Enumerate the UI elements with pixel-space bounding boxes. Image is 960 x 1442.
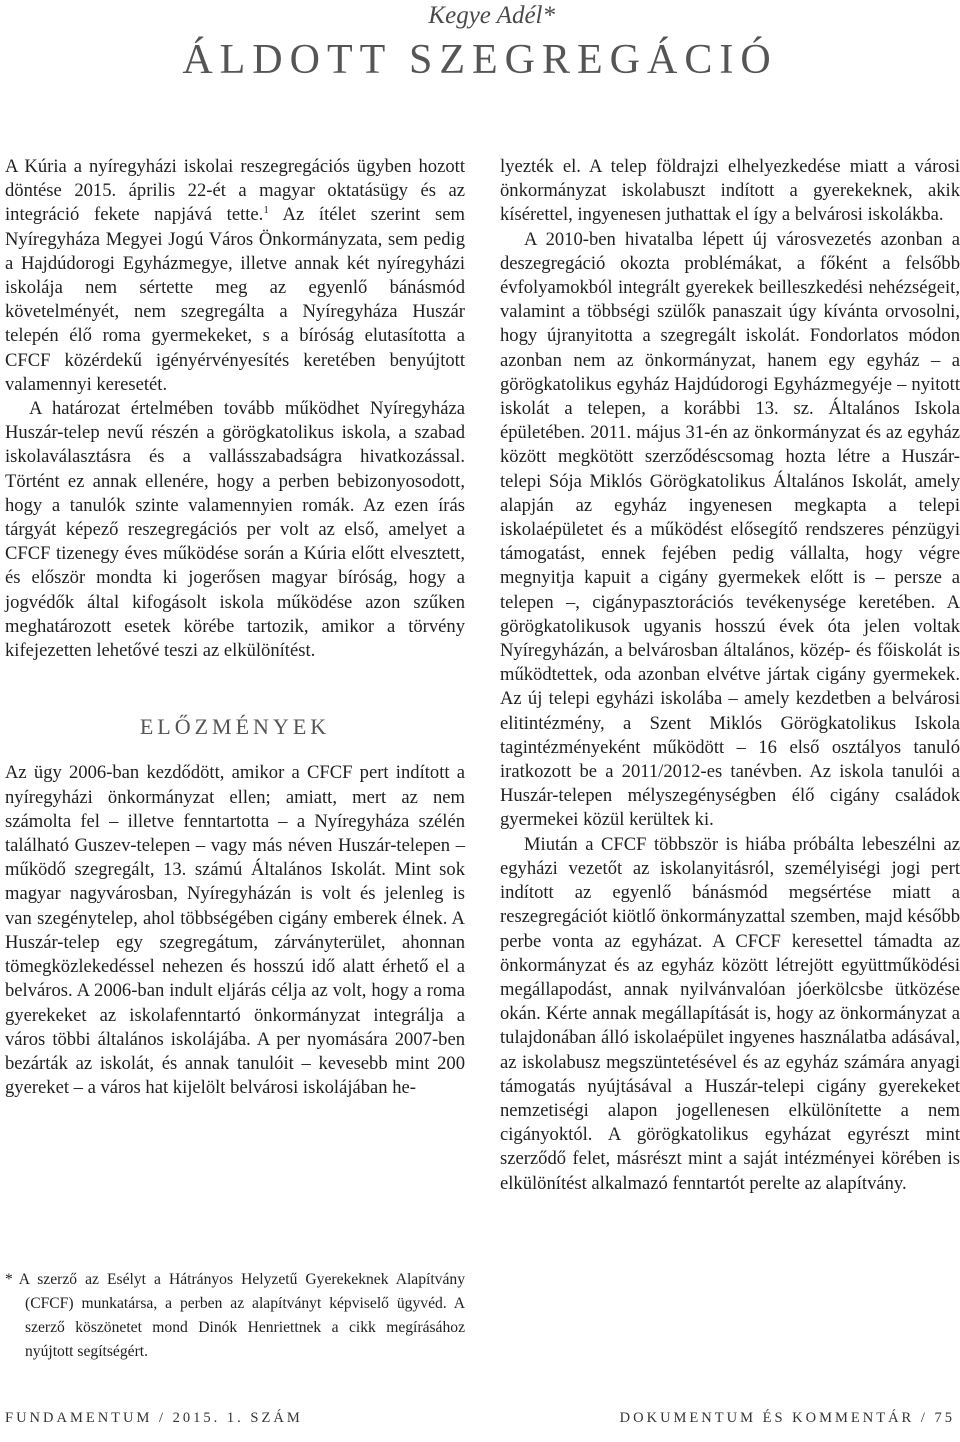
footnote: [5, 1268, 465, 1364]
section-page-number: DOKUMENTUM ÉS KOMMENTÁR / 75: [619, 1410, 955, 1426]
intro-paragraph-2: A határozat értelmében tovább működhet Nyíregyháza Huszár-telep nevű részén a görögkatolikus iskola, a szabad iskolaválasztásra és a vallásszabadságra hivatkozással. Történt ez annak ellenére, hogy a perben bebizonyosodott, hogy a tanulók szinte valamennyien romák. Az ezen írás tárgyát képező reszegregációs per volt az első, amelyet a CFCF tizenegy éves működése során a Kúria előtt elvesztett, és először mondta ki jogerősen magyar bíróság, hogy a jogvédők által kifogásolt iskola működése azon szűken meghatározott esetek körébe tartozik, amikor a törvény kifejezetten lehetővé teszi az elkülönítést.: [5, 398, 465, 662]
footnote-mark: *: [5, 1271, 13, 1288]
journal-issue: FUNDAMENTUM / 2015. 1. SZÁM: [5, 1410, 303, 1426]
right-paragraph-1: lyezték el. A telep földrajzi elhelyezkedése miatt a városi önkormányzat iskolabuszt indított a gyerekeknek, akik kísérettel, ingyenesen juthattak el így a belvárosi iskolákba.: [500, 156, 960, 226]
right-paragraph-3: Miután a CFCF többször is hiába próbálta lebeszélni az egyházi vezetőt az iskolanyitásról, személyiségi jogi pert indított az egyenlő bánásmód megsértése miatt a reszegregációt kiötlő önkormányzattal szemben, majd később perbe vonta az egyházat. A CFCF keresettel támadta az önkormányzat és az egyház között létrejött együttműködési megállapodást, annak nyilvánvalóan jóerkölcsbe ütközése okán. Kérte annak megállapítását is, hogy az önkormányzat a tulajdonában álló iskolaépület ingyenes használatba adásával, az iskolabusz megszüntetésével és az egyház számára anyagi támogatás nyújtásával a Huszár-telepi cigány gyerekeket nemzetiségi alapon jogellenesen elkülönítette a nem cigányoktól. A görögkatolikus egyházat egyrészt mint szerződő felet, másrészt mint a saját intézményei körében is elkülönítést alkalmazó fenntartót perelte az alapítvány.: [500, 833, 960, 1194]
right-column: [500, 155, 960, 1196]
footnote-text: A szerző az Esélyt a Hátrányos Helyzetű Gyerekeknek Alapítvány (CFCF) munkatársa, a perben az alapítványt képviselő ügyvéd. A szerző köszönetet mond Dinók Henriettnek a cikk megírásához nyújtott segítségért.: [18, 1271, 465, 1360]
right-paragraph-2: A 2010-ben hivatalba lépett új városvezetés azonban a deszegregáció okozta problémákat, a főként a felsőbb évfolyamokból integrált gyerekek beilleszkedési nehézségeit, valamint a többségi szülők panaszait úgy kívánta orvosolni, hogy újranyitotta a szegregált iskolát. Fondorlatos módon azonban nem az önkormányzat, hanem egy egyház – a görögkatolikus egyház Hajdúdorogi Egyházmegyéje – nyitott iskolát a telepen, a korábbi 13. sz. Általános Iskola épületében. 2011. május 31-én az önkormányzat és az egyház között megkötött szerződéscsomag hozta létre a Huszár-telepi Sója Miklós Görögkatolikus Általános Iskolát, amely alapján az egyház ingyenesen megkapta a telepi iskolaépületet és a működést elősegítő rendszeres pénzügyi támogatást, ennek fejében pedig vállalta, hogy végre megnyitja kapuit a cigány gyermekek előtt is – persze a telepen –, cigánypasztorációs tevékenysége keretében. A görögkatolikusok ugyanis hosszú évek óta jelen voltak Nyíregyházán, a belvárosban általános, közép- és főiskolát is működtettek, oda azonban elvétve jártak cigány gyermekek. Az új telepi egyházi iskolába – amely kezdetben a belvárosi elitintézmény, a Szent Miklós Görögkatolikus Iskola tagintézményeként működött – 16 első osztályos tanuló iratkozott be a 2011/2012-es tanévben. Az iskola tanulói a Huszár-telepen mélyszegénységben élő cigány családok gyermekei közül kerültek ki.: [500, 228, 960, 831]
intro-text-part-2: Az ítélet szerint sem Nyíregyháza Megyei Jogú Város Önkormányzata, sem pedig a Hajdúdorogi Egyházmegye, illetve annak két nyíregyházi iskolája nem sértette meg az egyenlő bánásmód követelményét, nem szegregálta a Nyíregyháza Huszár telepén élő roma gyermekeket, s a bíróság elutasította a CFCF közérdekű igényérvényesítés keretében benyújtott valamennyi keresetét.: [5, 204, 465, 395]
author-name: Kegye Adél*: [428, 2, 555, 29]
section-paragraph-1: Az ügy 2006-ban kezdődött, amikor a CFCF pert indított a nyíregyházi önkormányzat ellen; amiatt, mert az nem számolta fel – illetve fenntartotta – a Nyíregyháza szélén található Guszev-telepen – vagy más néven Huszár-telepen – működő szegregált, 13. számú Általános Iskolát. Mint sok magyar nagyvárosban, Nyíregyházán is volt és jelenleg is van szegénytelep, ahol többségében cigány emberek élnek. A Huszár-telep egy szegregátum, zárványterület, ahonnan tömegközlekedéssel nehezen és hosszú idő alatt érhető el a belváros. A 2006-ban indult eljárás célja az volt, hogy a roma gyerekeket az iskolafenntartó önkormányzat integrálja a város többi általános iskolájába. A per nyomására 2007-ben bezárták az iskolát, és annak tanulóit – kevesebb mint 200 gyereket – a város hat kijelölt belvárosi iskolájában he-: [5, 762, 465, 1099]
left-column: [5, 155, 465, 1100]
intro-paragraph-1: [5, 155, 465, 397]
section-heading: ELŐZMÉNYEK: [139, 714, 331, 740]
footnote-reference: 1: [263, 204, 269, 217]
article-title: ÁLDOTT SZEGREGÁCIÓ: [182, 37, 778, 83]
intro-text-part-1: A Kúria a nyíregyházi iskolai reszegregációs ügyben hozott döntése 2015. április 22-ét a magyar oktatásügy és az integráció fekete napjává tette.: [5, 156, 465, 226]
